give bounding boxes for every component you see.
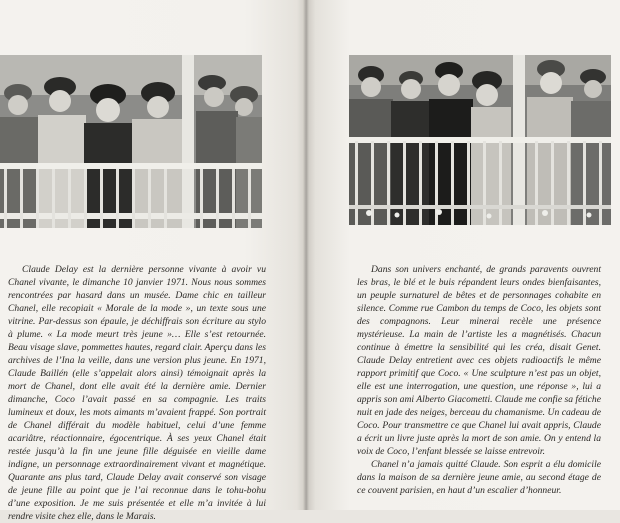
left-page-photo — [0, 55, 262, 228]
race-spectators-photo — [0, 55, 262, 228]
right-paragraph-2: Chanel n’a jamais quitté Claude. Son esprit a élu domicile dans la maison de sa dernière jeune amie, au second étage de ce couvent parisien, en haut d’un escalier d’honneur. — [357, 459, 601, 496]
left-page-text — [8, 263, 266, 523]
book-gutter — [303, 0, 309, 510]
left-page — [0, 0, 306, 522]
right-page-photo — [349, 55, 611, 225]
right-paragraph-1: Dans son univers enchanté, de grands paravents ouvrent les bras, le blé et le buis répandent leurs ondes bienfaisantes, un peuple surnaturel de bêtes et de personnages cohabite en silence. Comme rue Cambon du temps de Coco, les objets sont des compagnons. Leur minerai recèle une présence mystérieuse. La main de l’artiste les a magnétisés. Chacun continue à émettre la sensibilité qui les créa, disait Genet. Claude Delay entretient avec ces objets radioactifs le même rapport primitif que Coco. « Une sculpture n’est pas un objet, elle est une interrogation, une question, une réponse », lui a appris son ami Alberto Giacometti. Claude me confie sa fétiche nuit en jade des neiges, berceau du chamanisme. Un cadeau de Coco. Pour transmettre ce que Chanel lui avait appris, Claude a écrit un livre juste après la mort de son amie. On y entend la voix de Coco, l’enfant blessée se laisse entrevoir. — [357, 264, 601, 457]
left-paragraph-1: Claude Delay est la dernière personne vivante à avoir vu Chanel vivante, le dimanche 10 janvier 1971. Nous nous sommes rencontrées par hasard dans un musée. Dame chic en tailleur Chanel, elle recopiait « Morale de la mode », un texte sous une vitrine. Par-dessus son épaule, je déchiffrais son écriture au stylo à plume. « La mode meurt très jeune »… Elle s’est retournée. Beau visage slave, pommettes hautes, regard clair. Aperçu dans les archives de l’Ina la veille, dans une version plus jeune. En 1971, Claude Baillén (elle s’appelait alors ainsi) témoignait après la mort de Chanel, dont elle avait été la dernière amie. Dernier dimanche, Coco l’avait passé en sa compagnie. Les traits lumineux et doux, les mots aimants m’avaient frappé. Son portrait de Chanel différait du modèle habituel, celui d’une femme acariâtre, réactionnaire, égocentrique. À ses yeux Chanel était restée jusqu’à la fin une jeune fille déguisée en vieille dame indigne, un personnage extraordinairement vivant et magnétique. Quarante ans plus tard, Claude Delay avait conservé son visage de jeune fille au point que je l’ai reconnue dans le tohu-bohu d’une exposition. Je me suis présentée et elle m’a invitée à lui rendre visite chez elle, dans le Marais. — [8, 264, 266, 522]
railing-spectators-photo — [349, 55, 611, 225]
right-page-text — [357, 263, 601, 497]
